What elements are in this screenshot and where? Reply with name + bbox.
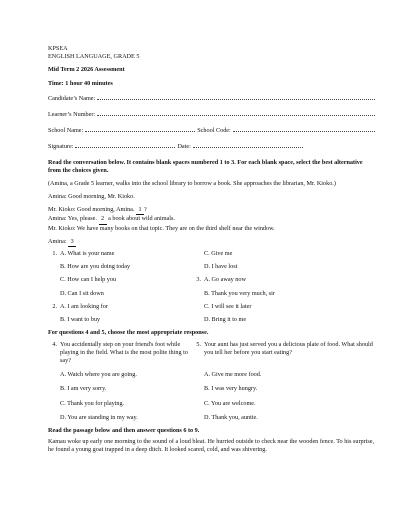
school-name-label: School Name:: [48, 127, 84, 135]
instruction-passage: Read the passage below and then answer questions 6 to 9.: [48, 426, 200, 434]
exam-header: [48, 45, 377, 88]
questions-1-3: 1. A. What is your name C. Give me B. How are you doing today D. I have lost C. How can I help you 3. A. Go away now D. Can I sit down B. Thank you very much, sir 2. A. I am looking for C. I will see it later B. I want to buy D. Bring it to me: [48, 250, 377, 324]
conversation-context: (Amina, a Grade 5 learner, walks into the school library to borrow a book. She approaches the librarian, Mr. Kioko.): [48, 179, 336, 187]
school-code-label: School Code:: [197, 127, 231, 135]
option[interactable]: C. You are welcome.: [204, 399, 256, 407]
option[interactable]: B. I am very sorry.: [60, 385, 107, 393]
option[interactable]: D. You are standing in my way.: [60, 413, 138, 421]
option[interactable]: B. Thank you very much, sir: [204, 289, 275, 297]
option[interactable]: A. What is your name: [60, 250, 115, 257]
option[interactable]: A. I am looking for: [60, 302, 108, 310]
questions-4-5: 4. You accidentally step on your friend's foot while playing in the field. What is the most polite thing to say? 5. Your aunt has just served you a delicious plate of food. What should you tell her before you start eating? A. Watch where you are going. A. Give me more food. B. I am very sorry. B. I was very hungry. C. Thank you for playing. C. You are welcome. D. You are standing in my way. D. Thank you, auntie.: [48, 341, 377, 422]
school-name-line[interactable]: [85, 126, 195, 132]
signature-field[interactable]: [48, 142, 377, 151]
candidate-name-field[interactable]: [48, 94, 377, 103]
school-code-line[interactable]: [233, 126, 375, 132]
dialogue-line: Amina: Good morning, Mr. Kioko.: [48, 193, 135, 201]
option[interactable]: A. Go away now: [204, 276, 246, 284]
instruction-responses: For questions 4 and 5, choose the most appropriate response.: [48, 329, 209, 337]
date-line[interactable]: [193, 142, 303, 148]
option[interactable]: C. How can I help you: [60, 276, 117, 284]
candidate-name-label: Candidate’s Name:: [48, 94, 96, 102]
question-4-stem: You accidentally step on your friend's foot while playing in the field. What is the most polite thing to say?: [60, 341, 188, 365]
option[interactable]: D. Bring it to me: [204, 315, 247, 323]
option[interactable]: B. I was very hungry.: [204, 385, 258, 393]
dialogue-line: Amina: 3: [48, 238, 377, 247]
option[interactable]: C. Give me: [204, 250, 233, 257]
blank-1[interactable]: 1: [136, 206, 144, 215]
option[interactable]: D. I have lost: [204, 263, 238, 271]
learner-number-field[interactable]: [48, 110, 377, 119]
blank-3[interactable]: 3: [68, 238, 76, 247]
blank-2[interactable]: 2: [99, 215, 107, 224]
option[interactable]: A. Give me more food.: [204, 371, 262, 379]
option[interactable]: D. Thank you, auntie.: [204, 413, 258, 421]
dialogue-line: Amina: Yes, please. 2 a book about wild animals.: [48, 215, 377, 224]
school-field[interactable]: [48, 126, 377, 135]
dialogue: [48, 193, 377, 247]
exam-subject: ENGLISH LANGUAGE, GRADE 5: [48, 53, 140, 61]
exam-org: KPSEA: [48, 45, 68, 52]
option[interactable]: B. I want to buy: [60, 315, 101, 323]
signature-label: Signature:: [48, 143, 74, 151]
exam-time: Time: 1 hour 40 minutes: [48, 79, 113, 87]
date-label: Date:: [177, 143, 191, 151]
learner-number-label: Learner’s Number:: [48, 110, 96, 118]
dialogue-line: Mr. Kioko: Good morning, Amina. 1 ?: [48, 206, 377, 215]
option[interactable]: D. Can I sit down: [60, 289, 104, 297]
option[interactable]: B. How are you doing today: [60, 263, 131, 271]
learner-number-line[interactable]: [97, 110, 375, 116]
signature-line[interactable]: [75, 142, 175, 148]
exam-title: Mid Term 2 2026 Assessment: [48, 66, 125, 74]
question-5-stem: Your aunt has just served you a delicious plate of food. What should you tell her before you start eating?: [204, 341, 373, 357]
candidate-name-line[interactable]: [97, 94, 375, 100]
candidate-fields: [48, 94, 377, 152]
option[interactable]: C. I will see it later: [204, 302, 252, 310]
instruction-conversation: Read the conversation below. It contains blank spaces numbered 1 to 3. For each blank space, select the best alternative from the choices given.: [48, 158, 363, 174]
option[interactable]: A. Watch where you are going.: [60, 371, 137, 379]
reading-passage: Kamau woke up early one morning to the sound of a loud bleat. He hurried outside to check near the wooden fence. To his surprise, he found a young goat trapped in a deep ditch. It looked scared, cold, and was shivering.: [48, 438, 375, 454]
option[interactable]: C. Thank you for playing.: [60, 399, 125, 407]
dialogue-line: Mr. Kioko: We have many books on that topic. They are on the third shelf near the window.: [48, 224, 275, 232]
